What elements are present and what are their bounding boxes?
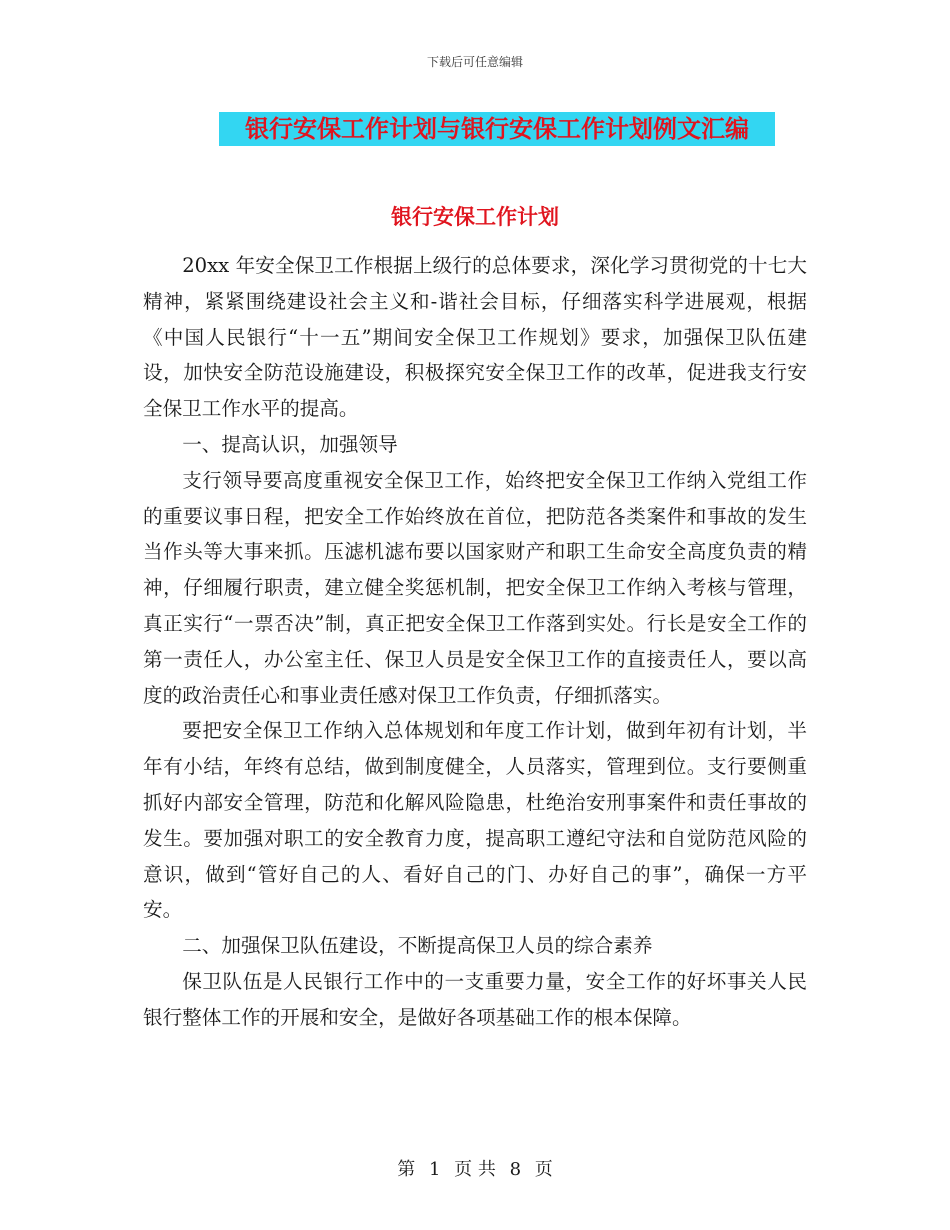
- paragraph: 要把安全保卫工作纳入总体规划和年度工作计划，做到年初有计划，半年有小结，年终有总结，做到制度健全，人员落实，管理到位。支行要侧重抓好内部安全管理，防范和化解风险隐患，杜绝治安刑事案件和责任事故的发生。要加强对职工的安全教育力度，提高职工遵纪守法和自觉防范风险的意识，做到“管好自己的人、看好自己的门、办好自己的事”，确保一方平安。: [143, 719, 807, 922]
- paragraph: 20xx 年安全保卫工作根据上级行的总体要求，深化学习贯彻党的十七大精神，紧紧围绕建设社会主义和-谐社会目标，仔细落实科学进展观，根据《中国人民银行“十一五”期间安全保卫工作规划》要求，加强保卫队伍建设，加快安全防范设施建设，积极探究安全保卫工作的改革，促进我支行安全保卫工作水平的提高。: [143, 254, 807, 421]
- page-header-note: 下载后可任意编辑: [426, 55, 523, 69]
- document-body: [143, 248, 807, 1036]
- footer-suffix: 页: [534, 1159, 553, 1180]
- document-title: 银行安保工作计划与银行安保工作计划例文汇编: [219, 112, 775, 146]
- heading-1: 一、提高认识，加强领导: [182, 432, 398, 456]
- footer-prefix: 第: [397, 1159, 416, 1180]
- paragraph: 保卫队伍是人民银行工作中的一支重要力量，安全工作的好坏事关人民银行整体工作的开展和安全，是做好各项基础工作的根本保障。: [143, 969, 807, 1029]
- section-title: 银行安保工作计划: [391, 204, 559, 229]
- footer-middle: 页 共: [454, 1159, 496, 1180]
- paragraph: 支行领导要高度重视安全保卫工作，始终把安全保卫工作纳入党组工作的重要议事日程，把安全工作始终放在首位，把防范各类案件和事故的发生当作头等大事来抓。压滤机滤布要以国家财产和职工生命安全高度负责的精神，仔细履行职责，建立健全奖惩机制，把安全保卫工作纳入考核与管理，真正实行“一票否决”制，真正把安全保卫工作落到实处。行长是安全工作的第一责任人，办公室主任、保卫人员是安全保卫工作的直接责任人，要以高度的政治责任心和事业责任感对保卫工作负责，仔细抓落实。: [143, 468, 807, 707]
- page-footer: [0, 1155, 950, 1181]
- page-total: 8: [509, 1159, 522, 1180]
- page-number: 1: [428, 1159, 441, 1180]
- heading-2: 二、加强保卫队伍建设，不断提高保卫人员的综合素养: [182, 934, 653, 958]
